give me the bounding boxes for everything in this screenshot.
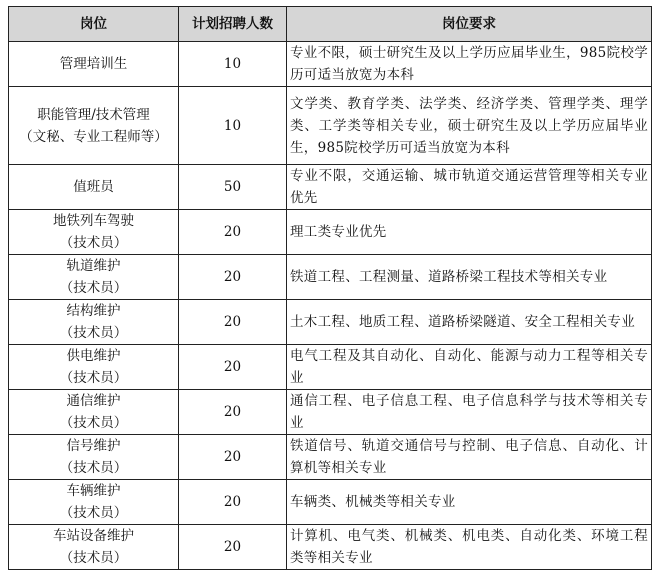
position-cell [9,480,179,525]
position-subtitle: （技术员） [59,370,128,386]
table-row [9,390,652,435]
position-name: 管理培训生 [59,56,128,72]
table-row [9,87,652,165]
position-subtitle: （技术员） [59,235,128,251]
requirement-cell: 专业不限，硕士研究生及以上学历应届毕业生，985院校学历可适当放宽为本科 [287,42,652,87]
position-subtitle: （技术员） [59,280,128,296]
position-cell [9,255,179,300]
position-name: 地铁列车驾驶 [53,213,134,229]
table-row [9,165,652,210]
requirement-cell: 土木工程、地质工程、道路桥梁隧道、安全工程相关专业 [287,300,652,345]
position-name: 轨道维护 [66,258,121,274]
position-name: 供电维护 [66,348,121,364]
header-requirement: 岗位要求 [287,7,652,42]
position-cell [9,345,179,390]
count-cell: 20 [179,255,287,300]
position-cell [9,210,179,255]
table-row [9,300,652,345]
requirement-cell: 铁道信号、轨道交通信号与控制、电子信息、自动化、计算机等相关专业 [287,435,652,480]
recruitment-table [8,6,652,570]
table-row [9,210,652,255]
table-row [9,255,652,300]
position-subtitle: （技术员） [59,550,128,566]
position-name: 信号维护 [66,438,121,454]
position-cell [9,165,179,210]
position-name: 职能管理/技术管理 [37,106,150,123]
requirement-cell: 铁道工程、工程测量、道路桥梁工程技术等相关专业 [287,255,652,300]
header-position: 岗位 [9,7,179,42]
position-subtitle: （文秘、专业工程师等） [19,128,168,145]
position-name: 通信维护 [66,393,121,409]
position-subtitle: （技术员） [59,460,128,476]
header-count: 计划招聘人数 [179,7,287,42]
count-cell: 20 [179,435,287,480]
requirement-cell: 车辆类、机械类等相关专业 [287,480,652,525]
position-cell [9,42,179,87]
requirement-cell: 专业不限，交通运输、城市轨道交通运营管理等相关专业优先 [287,165,652,210]
position-subtitle: （技术员） [59,325,128,341]
count-cell: 20 [179,390,287,435]
count-cell: 50 [179,165,287,210]
table-row [9,435,652,480]
count-cell: 20 [179,480,287,525]
count-cell: 10 [179,87,287,165]
position-name: 车站设备维护 [53,528,134,544]
table-row [9,480,652,525]
position-cell [9,300,179,345]
position-name: 值班员 [73,179,114,195]
position-cell [9,435,179,480]
position-subtitle: （技术员） [59,415,128,431]
count-cell: 20 [179,525,287,570]
position-name: 结构维护 [66,303,121,319]
table-row [9,42,652,87]
count-cell: 20 [179,345,287,390]
requirement-cell: 计算机、电气类、机械类、机电类、自动化类、环境工程类等相关专业 [287,525,652,570]
position-cell [9,390,179,435]
count-cell: 20 [179,300,287,345]
table-header-row [9,7,652,42]
requirement-cell: 文学类、教育学类、法学类、经济学类、管理学类、理学类、工学类等相关专业，硕士研究生及以上学历应届毕业生，985院校学历可适当放宽为本科 [287,87,652,165]
position-name: 车辆维护 [66,483,121,499]
table-row [9,345,652,390]
requirement-cell: 电气工程及其自动化、自动化、能源与动力工程等相关专业 [287,345,652,390]
position-cell [9,87,179,165]
requirement-cell: 通信工程、电子信息工程、电子信息科学与技术等相关专业 [287,390,652,435]
count-cell: 20 [179,210,287,255]
count-cell: 10 [179,42,287,87]
requirement-cell: 理工类专业优先 [287,210,652,255]
position-subtitle: （技术员） [59,505,128,521]
